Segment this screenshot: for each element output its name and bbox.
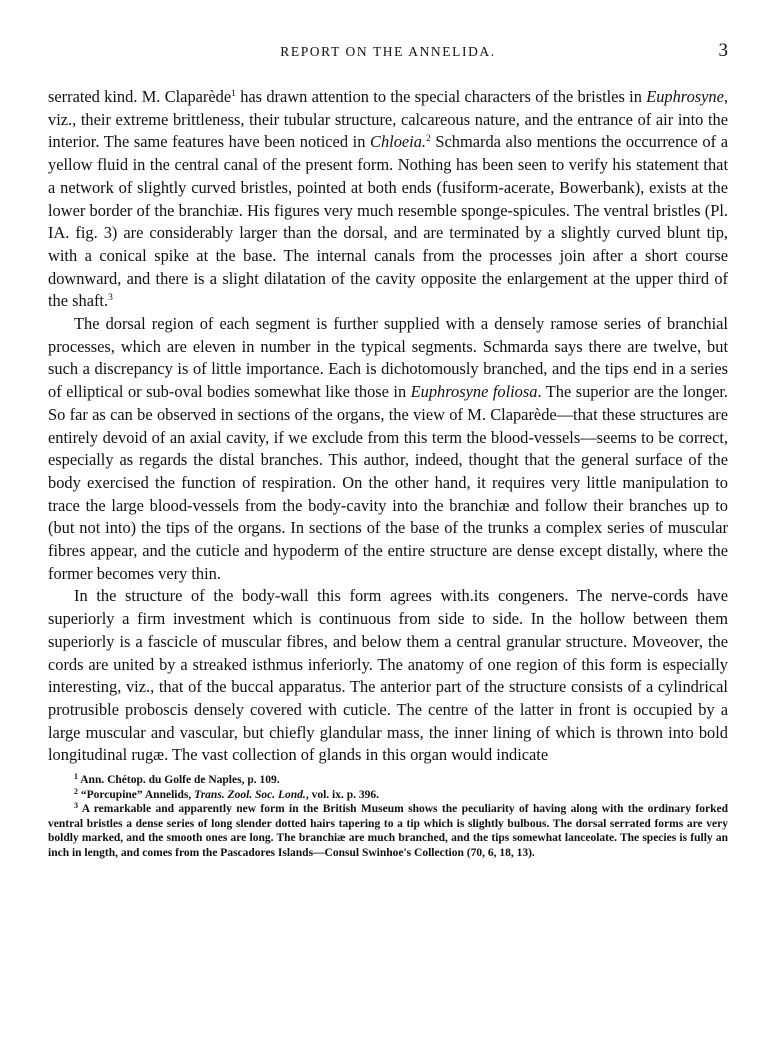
text-run: In the structure of the body-wall this form agrees with.its congeners. The nerve-cords have superiorly a firm investment which is continuous from side to side. In the hollow between them superiorly is a fascicle of muscular fibres, and below them a central granular structure. Moveover, the cords are united by a streaked isthmus inferiorly. The anatomy of one region of this form is especially interesting, viz., that of the buccal apparatus. The anterior part of the structure consists of a cylindrical protrusible proboscis densely covered with cuticle. The centre of the latter in front is occupied by a large muscular and vascular, but chiefly glandular mass, the inner lining of which is thrown into bold longitudinal rugæ. The vast collection of glands in this organ would indicate: [48, 586, 728, 765]
italic-run: Trans. Zool. Soc. Lond.: [194, 788, 306, 801]
running-title: REPORT ON THE ANNELIDA.: [280, 44, 496, 59]
paragraph: [48, 585, 728, 767]
page: [48, 40, 728, 861]
body-text: [48, 86, 728, 767]
paragraph: [48, 86, 728, 313]
text-run: , viz., their extreme brittleness, their tubular structure, calcareous nature, and the entrance of air into the interior. The same features have been noticed in: [48, 87, 728, 152]
italic-run: Chloeia.: [370, 132, 427, 152]
text-run: serrated kind. M. Claparède: [48, 87, 232, 106]
paragraph: [48, 313, 728, 585]
footnote-marker: 3: [74, 801, 78, 811]
footnote: [48, 788, 728, 803]
text-run: Ann. Chétop. du Golfe de Naples, p. 109.: [78, 774, 280, 787]
footnote-marker: 2: [74, 786, 78, 796]
footnote-marker: 2: [426, 134, 431, 145]
text-run: “Porcupine” Annelids,: [78, 788, 195, 801]
running-head: [48, 40, 728, 66]
footnote-marker: 1: [74, 772, 78, 782]
text-run: has drawn attention to the special characters of the bristles in: [235, 87, 647, 106]
footnote-marker: 3: [108, 293, 113, 304]
footnote: [48, 802, 728, 860]
text-run: A remarkable and apparently new form in the British Museum shows the peculiarity of having along with the ordinary forked ventral bristles a dense series of long slender dotted hairs tapering to a tip which is slightly bulbous. The dorsal serrated forms are very boldly marked, and the smooth ones are long. The branchiæ are much branched, and the tips somewhat lanceolate. The species is fully an inch in length, and comes from the Pascadores Islands—Consul Swinhoe's Collection (70, 6, 18, 13).: [48, 803, 728, 860]
footnote: [48, 773, 728, 788]
text-run: Schmarda also mentions the occurrence of a yellow fluid in the central canal of the present form. Nothing has been seen to verify his statement that a network of slightly curved bristles, pointed at both ends (fusiform-acerate, Bowerbank), exists at the lower border of the branchiæ. His figures very much resemble sponge-spicules. The ventral bristles (Pl. IA. fig. 3) are considerably larger than the dorsal, and are terminated by a slightly curved blunt tip, with a conical spike at the base. The internal canals from the processes join after a short course downward, and there is a slight dilatation of the cavity opposite the enlargement at the upper third of the shaft.: [48, 132, 728, 311]
footnotes: [48, 773, 728, 861]
text-run: The dorsal region of each segment is further supplied with a densely ramose series of branchial processes, which are eleven in number in the typical segments. Schmarda says there are twelve, but such a discrepancy is of little importance. Each is dichotomously branched, and the tips end in a series of elliptical or sub-oval bodies somewhat like those in: [48, 314, 728, 402]
page-number: 3: [718, 40, 728, 61]
footnote-marker: 1: [231, 89, 236, 99]
text-run: , vol. ix. p. 396.: [305, 788, 379, 801]
text-run: . The superior are the longer. So far as can be observed in sections of the organs, the view of M. Claparède—that these structures are entirely devoid of an axial cavity, if we exclude from this term the blood-vessels—seems to be correct, especially as regards the distal branches. This author, indeed, thought that the general surface of the body exercised the function of respiration. On the other hand, it requires very little manipulation to trace the large blood-vessels from the body-cavity into the branchiæ and follow their branches up to (but not into) the tips of the organs. In sections of the base of the trunks a complex series of muscular fibres appear, and the cuticle and hypoderm of the entire structure are dense except distally, where the former becomes very thin.: [48, 382, 728, 583]
italic-run: Euphrosyne foliosa: [410, 382, 538, 402]
italic-run: Euphrosyne: [646, 87, 724, 106]
